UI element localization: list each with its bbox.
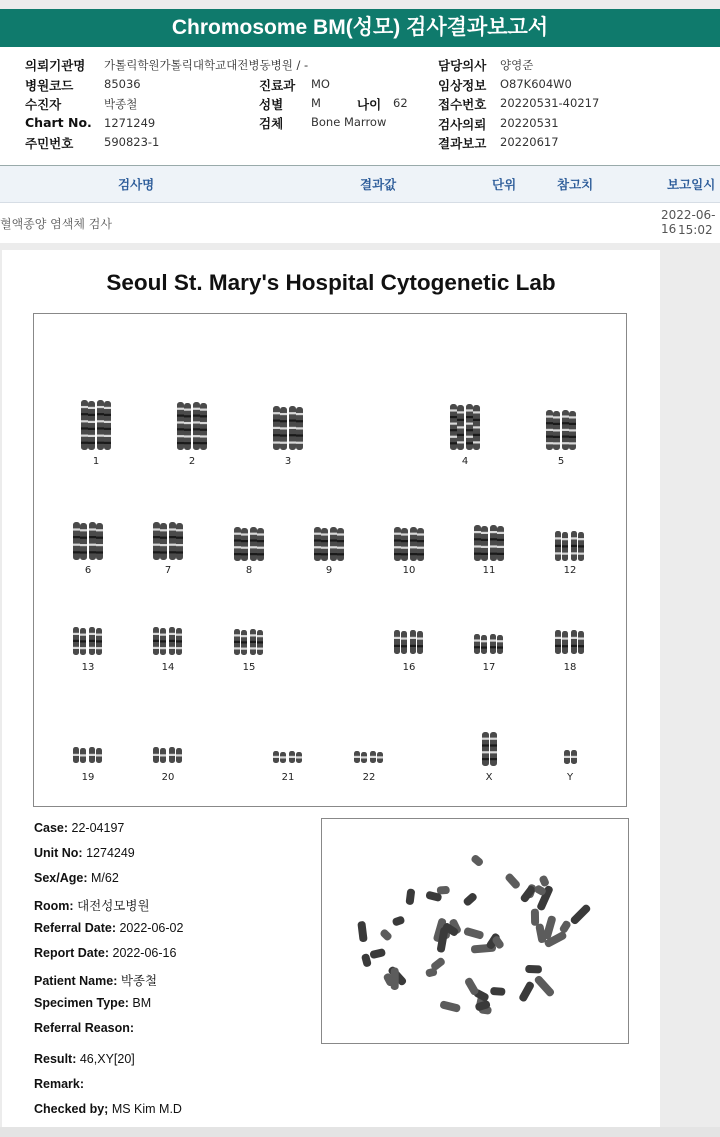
room-label: Room: [34, 899, 74, 913]
chromosome-pair-11 [474, 525, 504, 561]
field-value-specimen: Bone Marrow [311, 115, 387, 129]
field-label-sex: 성별 [259, 97, 284, 112]
chromosome-pair-8 [234, 527, 264, 561]
karyotype-report [2, 250, 660, 1130]
patient-name-value: 박종철 [120, 974, 158, 988]
field-label-patient: 수진자 [25, 97, 62, 112]
field-value-sex: M [311, 96, 321, 110]
chromosome-pair-15 [234, 629, 263, 655]
metaphase-chromosome [405, 888, 415, 905]
metaphase-chromosome [559, 919, 572, 934]
field-value-patient: 박종철 [104, 97, 138, 111]
remark-field [34, 1077, 84, 1091]
metaphase-chromosome [531, 909, 539, 926]
patient-info-panel [0, 47, 720, 165]
metaphase-chromosome [379, 928, 393, 942]
result-label: Result: [34, 1052, 77, 1066]
field-label-department: 진료과 [259, 78, 296, 93]
field-label-hospital-code: 병원코드 [25, 78, 74, 93]
chromosome-label-4: 4 [461, 456, 469, 467]
patient-name-field [34, 971, 157, 989]
unit-no-label: Unit No: [34, 846, 83, 860]
field-label-receipt-no: 접수번호 [438, 97, 487, 112]
field-value-department: MO [311, 77, 330, 91]
karyogram-image [34, 314, 628, 808]
chromosome-label-2: 2 [188, 456, 196, 467]
chromosome-label-21: 21 [281, 772, 295, 783]
sex-age-label: Sex/Age: [34, 871, 88, 885]
metaphase-chromosome [470, 854, 484, 868]
report-date-value: 2022-06-16 [112, 946, 177, 960]
field-value-test-request: 20220531 [500, 116, 559, 130]
metaphase-chromosome [569, 903, 591, 925]
metaphase-chromosome [464, 977, 480, 997]
metaphase-chromosome [490, 987, 506, 996]
chromosome-pair-17 [474, 634, 503, 654]
chromosome-pair-4 [450, 404, 480, 450]
chromosome-label-16: 16 [402, 662, 416, 673]
referral-date-field [34, 921, 183, 935]
referral-date-value: 2022-06-02 [119, 921, 184, 935]
field-value-referring-institution: 가톨릭학원가톨릭대학교대전병동병원 / - [104, 58, 309, 72]
metaphase-chromosome [533, 974, 555, 997]
report-date-label: Report Date: [34, 946, 110, 960]
field-label-resident-no: 주민번호 [25, 136, 74, 151]
report-date: 2022-06-16 [661, 208, 716, 236]
chromosome-label-11: 11 [482, 565, 496, 576]
metaphase-image [321, 818, 629, 1044]
metaphase-spread [322, 819, 628, 1043]
table-row[interactable] [0, 203, 720, 243]
chromosome-pair-X [482, 732, 497, 766]
case-label: Case: [34, 821, 69, 835]
chromosome-label-9: 9 [325, 565, 333, 576]
specimen-type-field [34, 996, 151, 1010]
case-field [34, 821, 124, 835]
report-date-field [34, 946, 176, 960]
chromosome-label-22: 22 [362, 772, 376, 783]
chromosome-label-17: 17 [482, 662, 496, 673]
lab-title: Seoul St. Mary's Hospital Cytogenetic Lab [106, 270, 556, 295]
chromosome-label-5: 5 [557, 456, 565, 467]
metaphase-chromosome [437, 886, 450, 895]
field-value-age: 62 [393, 96, 408, 110]
unit-no-value: 1274249 [86, 846, 135, 860]
field-value-receipt-no: 20220531-40217 [500, 96, 600, 110]
metaphase-chromosome [357, 921, 367, 943]
chromosome-label-10: 10 [402, 565, 416, 576]
column-header-unit: 단위 [492, 177, 517, 192]
chromosome-pair-21 [273, 751, 302, 763]
room-value: 대전성모병원 [77, 899, 150, 913]
field-value-resident-no: 590823-1 [104, 135, 160, 149]
metaphase-chromosome [439, 1000, 461, 1013]
chromosome-pair-5 [546, 410, 576, 450]
report-title: Chromosome BM(성모) 검사결과보고서 [0, 9, 720, 47]
chromosome-label-18: 18 [563, 662, 577, 673]
chromosome-label-1: 1 [92, 456, 100, 467]
column-header-reference: 참고치 [557, 177, 594, 192]
chromosome-label-6: 6 [84, 565, 92, 576]
specimen-type-value: BM [132, 996, 152, 1010]
chromosome-pair-9 [314, 527, 344, 561]
chromosome-label-20: 20 [161, 772, 175, 783]
chromosome-pair-16 [394, 630, 423, 654]
metaphase-chromosome [518, 980, 535, 1002]
metaphase-chromosome [463, 927, 484, 940]
field-label-age: 나이 [357, 97, 382, 112]
karyogram [33, 313, 627, 807]
field-label-doctor: 담당의사 [438, 58, 487, 73]
field-label-referring-institution: 의뢰기관명 [25, 58, 86, 73]
chromosome-pair-12 [555, 531, 584, 561]
referral-date-label: Referral Date: [34, 921, 116, 935]
chromosome-pair-Y [564, 750, 577, 764]
chromosome-pair-14 [153, 627, 182, 655]
sex-age-field [34, 871, 119, 885]
checked-by-field [34, 1102, 182, 1116]
chromosome-pair-2 [177, 402, 207, 450]
chromosome-label-7: 7 [164, 565, 172, 576]
metaphase-chromosome [525, 965, 542, 974]
result-value: 46,XY[20] [79, 1052, 135, 1066]
chromosome-label-X: X [485, 772, 493, 783]
chromosome-pair-1 [81, 400, 111, 450]
metaphase-chromosome [392, 915, 406, 926]
field-label-specimen: 검체 [259, 116, 284, 131]
results-table-header [0, 166, 720, 203]
chromosome-pair-20 [153, 747, 182, 763]
sex-age-value: M/62 [90, 871, 119, 885]
metaphase-chromosome [538, 874, 550, 887]
chromosome-label-19: 19 [81, 772, 95, 783]
remark-label: Remark: [34, 1077, 85, 1091]
chromosome-pair-3 [273, 406, 303, 450]
chromosome-label-14: 14 [161, 662, 175, 673]
test-name: 혈액종양 염색체 검사 [0, 217, 112, 231]
metaphase-chromosome [462, 892, 478, 908]
chromosome-label-Y: Y [566, 772, 574, 783]
column-header-test-name: 검사명 [118, 177, 155, 192]
report-time: 15:02 [678, 223, 713, 237]
checked-by-value: MS Kim M.D [111, 1102, 182, 1116]
chromosome-pair-6 [73, 522, 103, 560]
chromosome-pair-7 [153, 522, 183, 560]
chromosome-pair-13 [73, 627, 102, 655]
chromosome-label-13: 13 [81, 662, 95, 673]
chromosome-label-15: 15 [242, 662, 256, 673]
referral-reason-label: Referral Reason: [34, 1021, 135, 1035]
field-value-clinical-info: O87K604W0 [500, 77, 572, 91]
page-footer-strip [0, 1127, 720, 1137]
chromosome-pair-19 [73, 747, 102, 763]
patient-name-label: Patient Name: [34, 974, 118, 988]
referral-reason-field [34, 1021, 134, 1035]
chromosome-pair-22 [354, 751, 383, 763]
checked-by-label: Checked by; [34, 1102, 109, 1116]
column-header-result: 결과값 [360, 177, 397, 192]
chromosome-label-8: 8 [245, 565, 253, 576]
field-value-chart-no: 1271249 [104, 116, 156, 130]
room-field [34, 896, 150, 914]
metaphase-chromosome [369, 948, 386, 959]
field-label-chart-no: Chart No. [25, 115, 92, 130]
unit-no-field [34, 846, 135, 860]
field-value-hospital-code: 85036 [104, 77, 141, 91]
case-value: 22-04197 [71, 821, 125, 835]
chromosome-pair-10 [394, 527, 424, 561]
specimen-type-label: Specimen Type: [34, 996, 129, 1010]
field-label-clinical-info: 임상정보 [438, 78, 487, 93]
field-value-result-report: 20220617 [500, 135, 559, 149]
chromosome-pair-18 [555, 630, 584, 654]
field-label-result-report: 결과보고 [438, 136, 487, 151]
chromosome-label-3: 3 [284, 456, 292, 467]
field-value-doctor: 양영준 [500, 58, 534, 72]
field-label-test-request: 검사의뢰 [438, 117, 487, 132]
result-field [34, 1052, 135, 1066]
chromosome-label-12: 12 [563, 565, 577, 576]
column-header-report-date: 보고일시 [667, 177, 716, 192]
metaphase-chromosome [504, 872, 521, 890]
